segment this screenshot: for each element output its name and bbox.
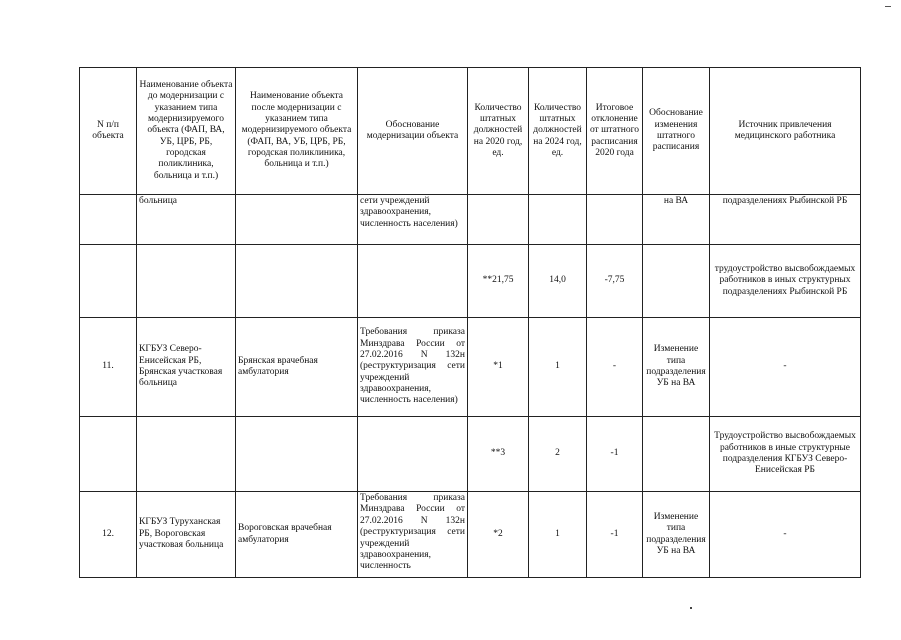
cell-source: трудоустройство высвобождаемых работников в иных структурных подразделениях Рыбинской РБ	[710, 245, 861, 318]
cell-staff-reason	[643, 245, 710, 318]
scan-dot	[690, 607, 692, 609]
cell-staff-reason	[643, 417, 710, 492]
cell-source: -	[710, 318, 861, 417]
cell-delta: -7,75	[587, 245, 643, 318]
cell-q2024: 1	[529, 492, 587, 578]
table-header-row	[80, 68, 861, 195]
header-q2020: Количество штатных должностей на 2020 год, ед.	[468, 68, 529, 195]
cell-q2020: **21,75	[468, 245, 529, 318]
cell-after: Вороговская врачебная амбулатория	[236, 492, 358, 578]
cell-q2020: *1	[468, 318, 529, 417]
cell-after	[236, 195, 358, 245]
cell-before: КГБУЗ Северо-Енисейская РБ, Брянская участковая больница	[137, 318, 236, 417]
header-before: Наименование объекта до модернизации с указанием типа модернизируемого объекта (ФАП, ВА, УБ, ЦРБ, РБ, городская поликлиника, больница и т.п.)	[137, 68, 236, 195]
cell-delta: -1	[587, 492, 643, 578]
cell-before	[137, 245, 236, 318]
header-after: Наименование объекта после модернизации с указанием типа модернизируемого объекта (ФАП, ВА, УБ, ЦРБ, РБ, городская поликлиника, больница и т.п.)	[236, 68, 358, 195]
cell-after	[236, 417, 358, 492]
header-source: Источник привлечения медицинского работника	[710, 68, 861, 195]
cell-staff-reason: Изменение типа подразделения УБ на ВА	[643, 492, 710, 578]
cell-q2024: 1	[529, 318, 587, 417]
cell-source: Трудоустройство высвобождаемых работников в иные структурные подразделения КГБУЗ Северо-Енисейская РБ	[710, 417, 861, 492]
cell-num: 11.	[80, 318, 137, 417]
cell-after: Брянская врачебная амбулатория	[236, 318, 358, 417]
cell-delta	[587, 195, 643, 245]
cell-reason: Требования приказа Минздрава России от 27.02.2016 N 132н (реструктуризация сети учреждений здравоохранения, численность населения)	[358, 318, 468, 417]
cell-delta: -	[587, 318, 643, 417]
cell-num	[80, 245, 137, 318]
cell-q2024	[529, 195, 587, 245]
table-row	[80, 245, 861, 318]
table-row	[80, 195, 861, 245]
cell-num	[80, 195, 137, 245]
cell-reason: Требования приказа Минздрава России от 27.02.2016 N 132н (реструктуризация сети учреждений здравоохранения, численность	[358, 492, 468, 578]
header-staff-reason: Обоснование изменения штатного расписания	[643, 68, 710, 195]
header-reason: Обоснование модернизации объекта	[358, 68, 468, 195]
cell-q2020	[468, 195, 529, 245]
header-num: N п/п объекта	[80, 68, 137, 195]
header-q2024: Количество штатных должностей на 2024 год, ед.	[529, 68, 587, 195]
cell-q2024: 2	[529, 417, 587, 492]
cell-reason	[358, 417, 468, 492]
cell-source: подразделениях Рыбинской РБ	[710, 195, 861, 245]
cell-staff-reason: Изменение типа подразделения УБ на ВА	[643, 318, 710, 417]
cell-num: 12.	[80, 492, 137, 578]
cell-source: -	[710, 492, 861, 578]
header-delta: Итоговое отклонение от штатного расписания 2020 года	[587, 68, 643, 195]
corner-mark	[885, 6, 891, 7]
cell-staff-reason: на ВА	[643, 195, 710, 245]
cell-before: КГБУЗ Туруханская РБ, Вороговская участковая больница	[137, 492, 236, 578]
cell-before	[137, 417, 236, 492]
cell-q2020: **3	[468, 417, 529, 492]
cell-q2024: 14,0	[529, 245, 587, 318]
cell-delta: -1	[587, 417, 643, 492]
table-row	[80, 318, 861, 417]
cell-reason	[358, 245, 468, 318]
table-row	[80, 417, 861, 492]
cell-num	[80, 417, 137, 492]
cell-after	[236, 245, 358, 318]
table-row	[80, 492, 861, 578]
cell-reason: сети учреждений здравоохранения, численность населения)	[358, 195, 468, 245]
cell-before: больница	[137, 195, 236, 245]
cell-q2020: *2	[468, 492, 529, 578]
staffing-table	[79, 67, 861, 578]
